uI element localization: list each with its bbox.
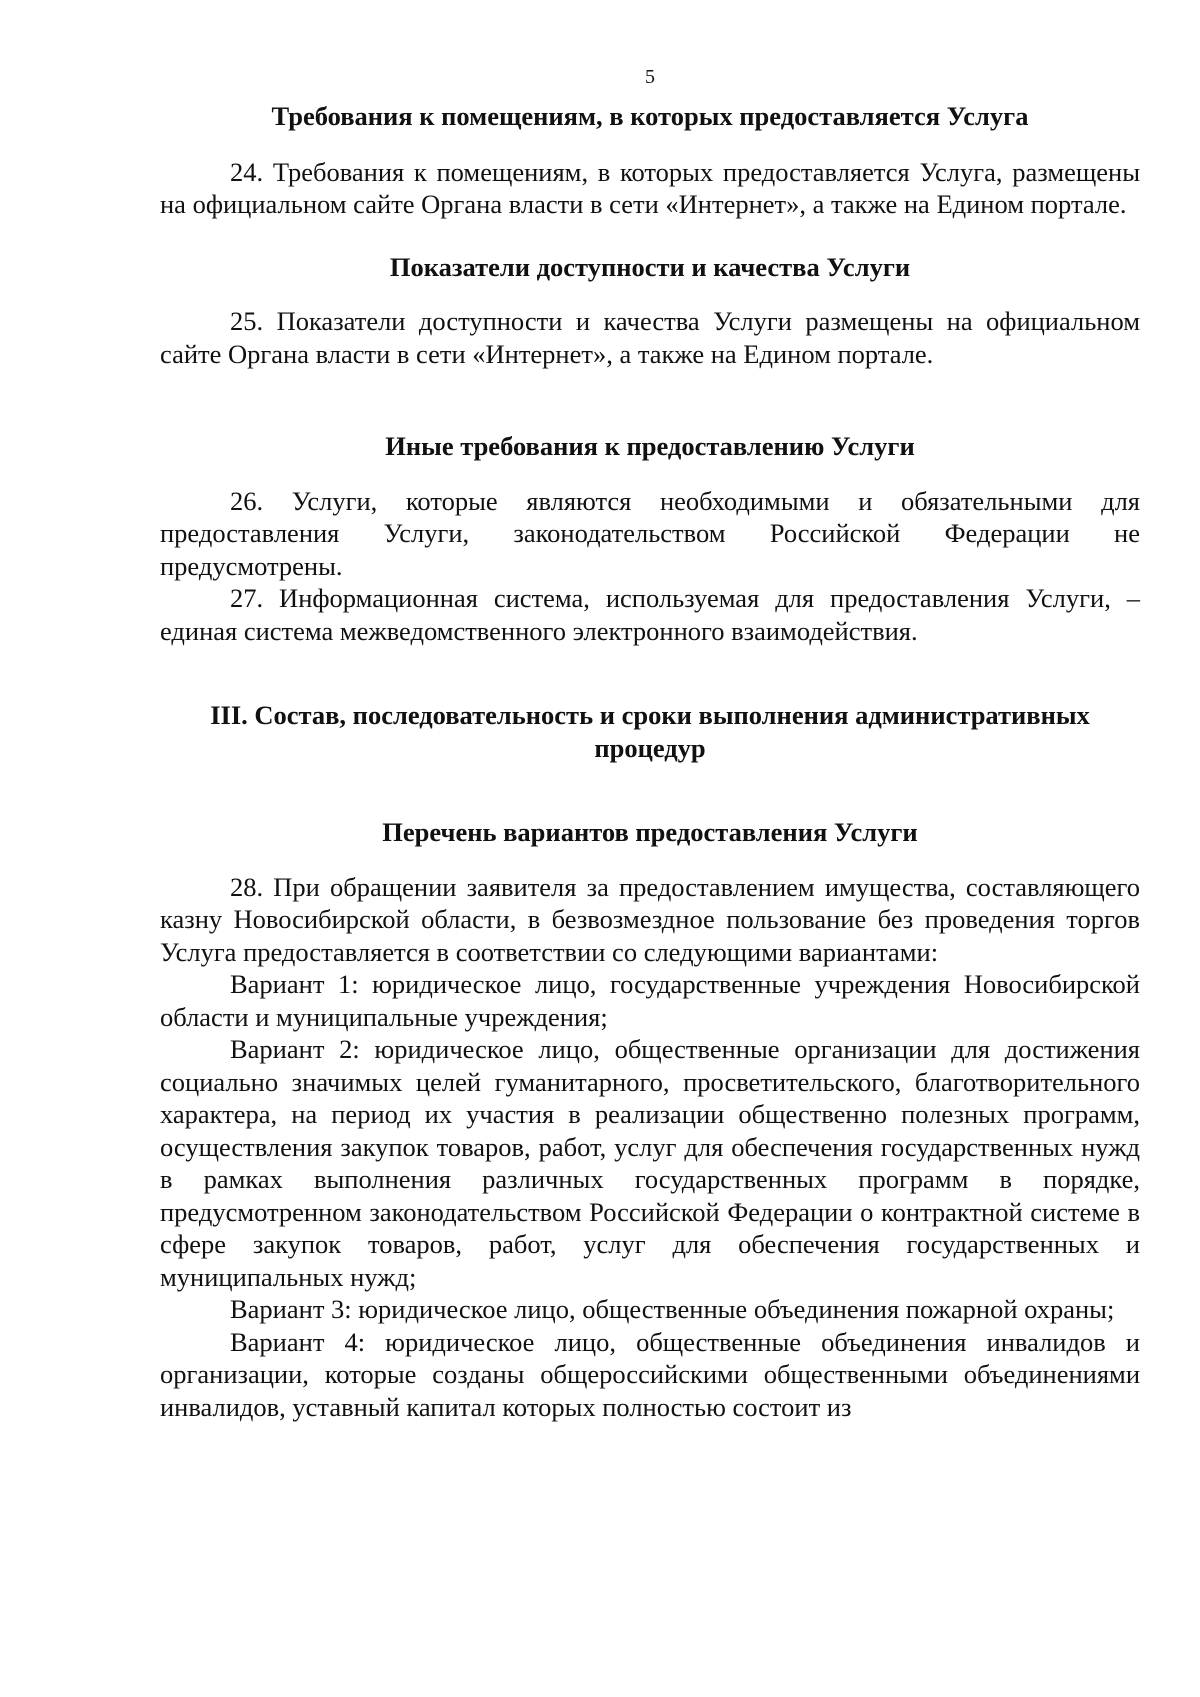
document-page xyxy=(160,66,1140,1423)
variant-2: Вариант 2: юридическое лицо, общественные организации для достижения социально значимых целей гуманитарного, просветительского, благотворительного характера, на период их участия в реализации общественно полезных программ, осуществления закупок товаров, работ, услуг для обеспечения государственных нужд в рамках выполнения различных государственных программ в порядке, предусмотренном законодательством Российской Федерации о контрактной системе в сфере закупок товаров, работ, услуг для обеспечения государственных и муниципальных нужд; xyxy=(160,1034,1140,1292)
paragraph-26: 26. Услуги, которые являются необходимыми и обязательными для предоставления Услуги, законодательством Российской Федерации не предусмотрены. xyxy=(160,485,1140,581)
heading-accessibility-quality: Показатели доступности и качества Услуги xyxy=(389,251,911,282)
variant-1: Вариант 1: юридическое лицо, государственные учреждения Новосибирской области и муниципальные учреждения; xyxy=(160,969,1140,1032)
heading-section-iii: III. Состав, последовательность и сроки выполнения административных процедур xyxy=(210,700,1090,763)
heading-service-variants: Перечень вариантов предоставления Услуги xyxy=(382,817,918,847)
paragraph-27: 27. Информационная система, используемая для предоставления Услуги, – единая система межведомственного электронного взаимодействия. xyxy=(160,583,1140,646)
heading-other-requirements: Иные требования к предоставлению Услуги xyxy=(385,431,915,461)
page-number: 5 xyxy=(645,66,655,88)
paragraph-28: 28. При обращении заявителя за предоставлением имущества, составляющего казну Новосибирской области, в безвозмездное пользование без проведения торгов Услуга предоставляется в соответствии со следующими вариантами: xyxy=(160,871,1140,967)
variant-3: Вариант 3: юридическое лицо, общественные объединения пожарной охраны; xyxy=(230,1294,1115,1324)
paragraph-24: 24. Требования к помещениям, в которых предоставляется Услуга, размещены на официальном сайте Органа власти в сети «Интернет», а также на Едином портале. xyxy=(160,156,1140,219)
heading-premises-requirements: Требования к помещениям, в которых предоставляется Услуга xyxy=(271,101,1029,131)
variant-4: Вариант 4: юридическое лицо, общественные объединения инвалидов и организации, которые созданы общероссийскими общественными объединениями инвалидов, уставный капитал которых полностью состоит из xyxy=(160,1326,1140,1422)
paragraph-25: 25. Показатели доступности и качества Услуги размещены на официальном сайте Органа власти в сети «Интернет», а также на Едином портале. xyxy=(160,306,1140,369)
